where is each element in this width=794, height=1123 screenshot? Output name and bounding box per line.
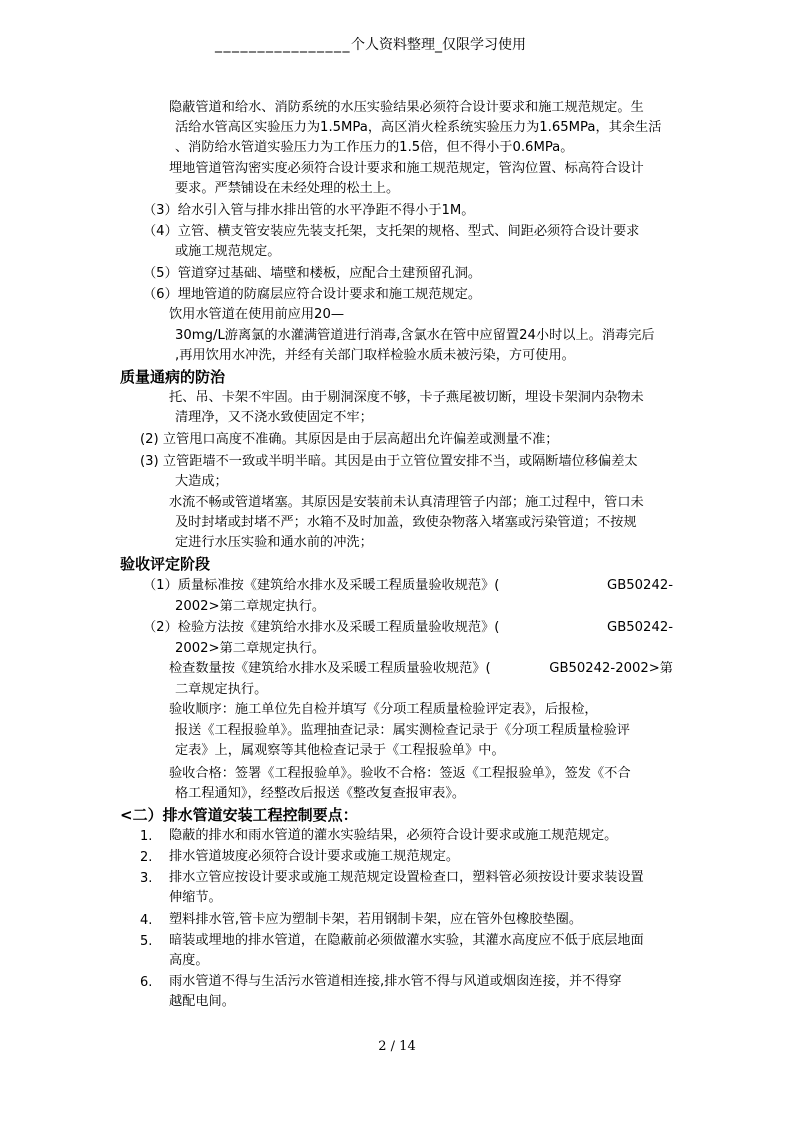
text-line: 清理净，又不浇水致使固定不牢； [175, 410, 373, 425]
text-line: 隐蔽管道和给水、消防系统的水压实验结果必须符合设计要求和施工规范规定。生 [169, 100, 644, 115]
heading-quality: 质量通病的防治 [120, 368, 226, 386]
item-number: 5. [140, 934, 153, 949]
split-line [143, 576, 673, 596]
text-line: （6）埋地管道的防腐层应符合设计要求和施工规范规定。 [143, 287, 482, 302]
split-line [169, 659, 673, 679]
text-line: 2002>第二章规定执行。 [175, 641, 326, 656]
item-number: 2. [140, 850, 153, 865]
split-right: GB50242- [607, 620, 673, 635]
text-line: 二章规定执行。 [175, 682, 268, 697]
page-header [215, 34, 585, 54]
text-line: 、消防给水管道实验压力为工作压力的1.5倍，但不得小于0.6MPa。 [175, 140, 574, 155]
heading-acceptance: 验收评定阶段 [120, 555, 211, 573]
text-line: 验收顺序：施工单位先自检并填写《分项工程质量检验评定表》，后报检， [169, 702, 598, 717]
text-line: (2) 立管甩口高度不准确。其原因是由于层高超出允许偏差或测量不准； [140, 432, 559, 447]
split-right: GB50242-2002>第 [549, 661, 673, 676]
text-line: 饮用水管道在使用前应用20— [169, 307, 345, 322]
item-number: 1. [140, 829, 153, 844]
header-text: 个人资料整理_仅限学习使用 [351, 37, 526, 53]
text-line: 2002>第二章规定执行。 [175, 599, 326, 614]
text-line: （4）立管、横支管安装应先装支托架，支托架的规格、型式、间距必须符合设计要求 [143, 224, 640, 239]
list-item: 雨水管道不得与生活污水管道相连接,排水管不得与风道或烟囱连接，并不得穿 [169, 974, 622, 989]
text-line: 验收合格：签署《工程报验单》。验收不合格：签返《工程报验单》，签发《不合 [169, 766, 631, 781]
text-line: 30mg/L游离氯的水灌满管道进行消毒,含氯水在管中应留置24小时以上。消毒完后 [175, 328, 655, 343]
text-line: 大造成； [175, 474, 228, 489]
text-line: ,再用饮用水冲洗，并经有关部门取样检验水质未被污染，方可使用。 [175, 348, 575, 363]
text-line: 定进行水压实验和通水前的冲洗； [175, 535, 373, 550]
split-right: GB50242- [607, 578, 673, 593]
text-line: 活给水管高区实验压力为1.5MPa，高区消火栓系统实验压力为1.65MPa，其余生活 [175, 120, 662, 135]
header-dashes: ________________ [215, 37, 351, 53]
text-line: 及时封堵或封堵不严；水箱不及时加盖，致使杂物落入堵塞或污染管道；不按规 [175, 515, 637, 530]
text-line: 托、吊、卡架不牢固。由于剔洞深度不够，卡子燕尾被切断，埋设卡架洞内杂物未 [169, 390, 644, 405]
list-item-cont: 高度。 [169, 953, 209, 968]
text-line: 格工程通知》，经整改后报送《整改复查报审表》。 [175, 786, 466, 801]
text-line: （5）管道穿过基础、墙壁和楼板，应配合土建预留孔洞。 [143, 266, 482, 281]
split-left: （1）质量标准按《建筑给水排水及采暖工程质量验收规范》( [143, 578, 500, 593]
list-item: 塑料排水管,管卡应为塑制卡架，若用钢制卡架，应在管外包橡胶垫圈。 [169, 912, 583, 927]
list-item: 排水管道坡度必须符合设计要求或施工规范规定。 [169, 849, 460, 864]
text-line: 埋地管道管沟密实度必须符合设计要求和施工规范规定，管沟位置、标高符合设计 [169, 161, 644, 176]
heading-drainage: <二）排水管道安装工程控制要点： [120, 806, 358, 824]
page-number: 2 / 14 [378, 1039, 416, 1054]
item-number: 3. [140, 871, 153, 886]
split-left: 检查数量按《建筑给水排水及采暖工程质量验收规范》( [169, 661, 491, 676]
text-line: （3）给水引入管与排水排出管的水平净距不得小于1M。 [143, 203, 475, 218]
list-item: 隐蔽的排水和雨水管道的灌水实验结果，必须符合设计要求或施工规范规定。 [169, 828, 618, 843]
text-line: (3) 立管距墙不一致或半明半暗。其因是由于立管位置安排不当，或隔断墙位移偏差太 [140, 454, 638, 469]
split-line [143, 618, 673, 638]
item-number: 4. [140, 913, 153, 928]
text-line: 要求。严禁铺设在未经处理的松土上。 [175, 181, 400, 196]
text-line: 或施工规范规定。 [175, 244, 281, 259]
list-item: 暗装或埋地的排水管道，在隐蔽前必须做灌水实验，其灌水高度应不低于底层地面 [169, 933, 644, 948]
text-line: 定表》上，属观察等其他检查记录于《工程报验单》中。 [175, 743, 505, 758]
split-left: （2）检验方法按《建筑给水排水及采暖工程质量验收规范》( [143, 620, 500, 635]
list-item-cont: 越配电间。 [169, 994, 235, 1009]
list-item: 排水立管应按设计要求或施工规范规定设置检查口，塑料管必须按设计要求装设置 [169, 870, 644, 885]
list-item-cont: 伸缩节。 [169, 890, 222, 905]
text-line: 报送《工程报验单》。监理抽查记录：属实测检查记录于《分项工程质量检验评 [175, 723, 630, 738]
item-number: 6. [140, 975, 153, 990]
text-line: 水流不畅或管道堵塞。其原因是安装前未认真清理管子内部；施工过程中，管口未 [169, 495, 644, 510]
